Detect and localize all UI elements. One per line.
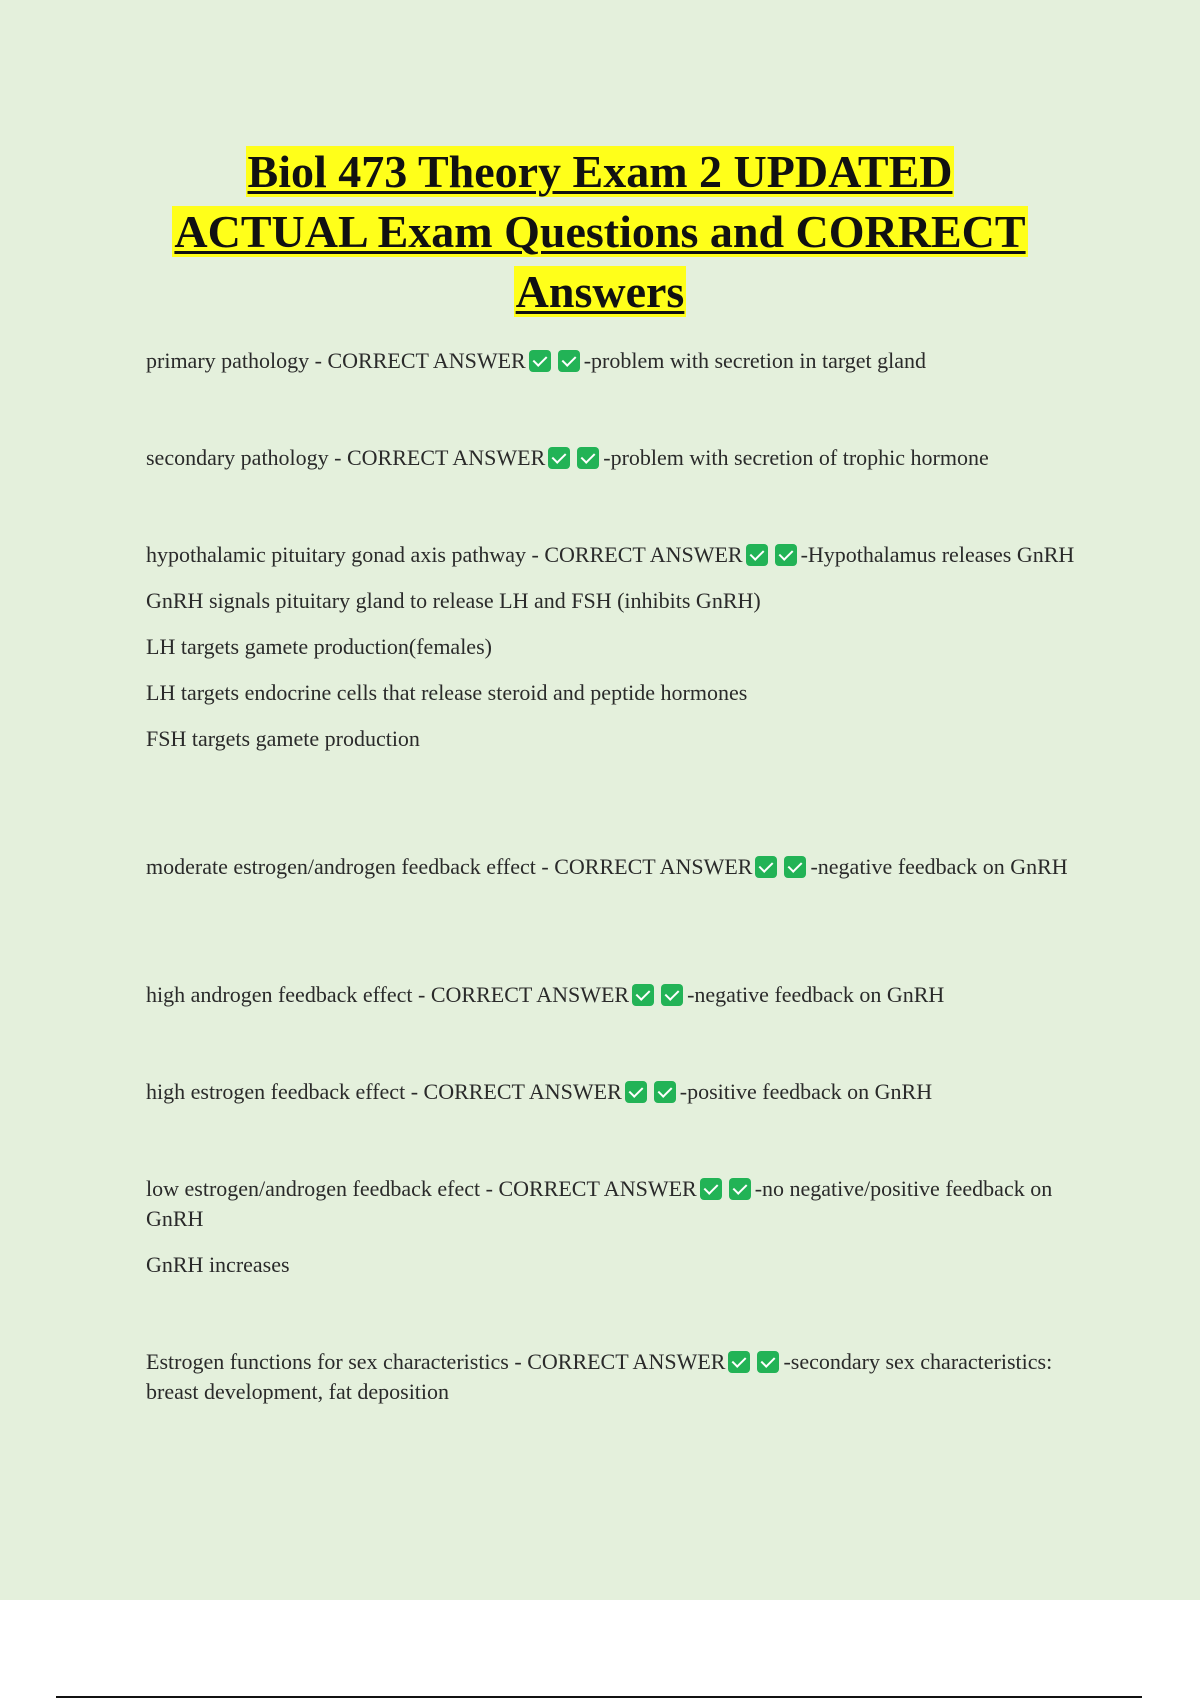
title-line-1: Biol 473 Theory Exam 2 UPDATED (247, 146, 953, 197)
correct-answer-label: CORRECT ANSWER (430, 982, 630, 1007)
question-term: secondary pathology - (146, 445, 347, 470)
qa-entry (146, 443, 1076, 489)
answer-text: -problem with secretion in target gland (583, 348, 927, 373)
qa-entry (146, 540, 1076, 770)
check-icon (775, 544, 797, 566)
answer-extra-line: FSH targets gamete production (146, 726, 420, 751)
check-icon (577, 447, 599, 469)
question-term: hypothalamic pituitary gonad axis pathway - (146, 542, 545, 567)
correct-answer-label: CORRECT ANSWER (498, 1176, 697, 1201)
check-icon (728, 1351, 750, 1373)
document-title (0, 142, 1200, 322)
check-icon (755, 856, 777, 878)
correct-answer-label: CORRECT ANSWER (544, 542, 743, 567)
question-term: primary pathology - (146, 348, 328, 373)
answer-text: -negative feedback on GnRH (810, 854, 1068, 879)
qa-entry (146, 346, 1076, 392)
check-icon (548, 447, 570, 469)
check-icon (529, 350, 551, 372)
answer-text: -problem with secretion of trophic hormone (603, 445, 989, 470)
check-icon (700, 1178, 722, 1200)
correct-answer-label: CORRECT ANSWER (347, 445, 546, 470)
correct-answer-label: CORRECT ANSWER (423, 1079, 622, 1104)
answer-text: -Hypothalamus releases GnRH (800, 542, 1075, 567)
correct-answer-label: CORRECT ANSWER (554, 854, 753, 879)
answer-text: -secondary sex characteristics: breast development, fat deposition (146, 1349, 1053, 1404)
qa-entry (146, 1174, 1076, 1296)
check-icon (661, 984, 683, 1006)
question-term: Estrogen functions for sex characteristics - (146, 1349, 528, 1374)
correct-answer-label: CORRECT ANSWER (327, 348, 526, 373)
check-icon (757, 1351, 779, 1373)
question-term: high androgen feedback effect - (146, 982, 431, 1007)
title-line-3: Answers (515, 266, 685, 317)
qa-entry (146, 980, 1076, 1026)
qa-entry (146, 1077, 1076, 1123)
check-icon (746, 544, 768, 566)
answer-extra-line: LH targets endocrine cells that release steroid and peptide hormones (146, 680, 748, 705)
check-icon (558, 350, 580, 372)
footer-divider (56, 1696, 1142, 1698)
answer-extra-line: GnRH increases (146, 1252, 290, 1277)
title-line-2: ACTUAL Exam Questions and CORRECT (174, 206, 1026, 257)
answer-extra-line: GnRH signals pituitary gland to release LH and FSH (inhibits GnRH) (146, 588, 761, 613)
answer-text: -no negative/positive feedback on GnRH (146, 1176, 1053, 1231)
qa-entry (146, 1347, 1076, 1423)
question-term: low estrogen/androgen feedback efect - (146, 1176, 499, 1201)
question-term: moderate estrogen/androgen feedback effect - (146, 854, 555, 879)
check-icon (654, 1081, 676, 1103)
qa-entry (146, 852, 1076, 898)
check-icon (729, 1178, 751, 1200)
check-icon (632, 984, 654, 1006)
answer-text: -positive feedback on GnRH (679, 1079, 933, 1104)
check-icon (625, 1081, 647, 1103)
answer-text: -negative feedback on GnRH (687, 982, 945, 1007)
question-term: high estrogen feedback effect - (146, 1079, 424, 1104)
answer-extra-line: LH targets gamete production(females) (146, 634, 492, 659)
check-icon (784, 856, 806, 878)
correct-answer-label: CORRECT ANSWER (527, 1349, 726, 1374)
